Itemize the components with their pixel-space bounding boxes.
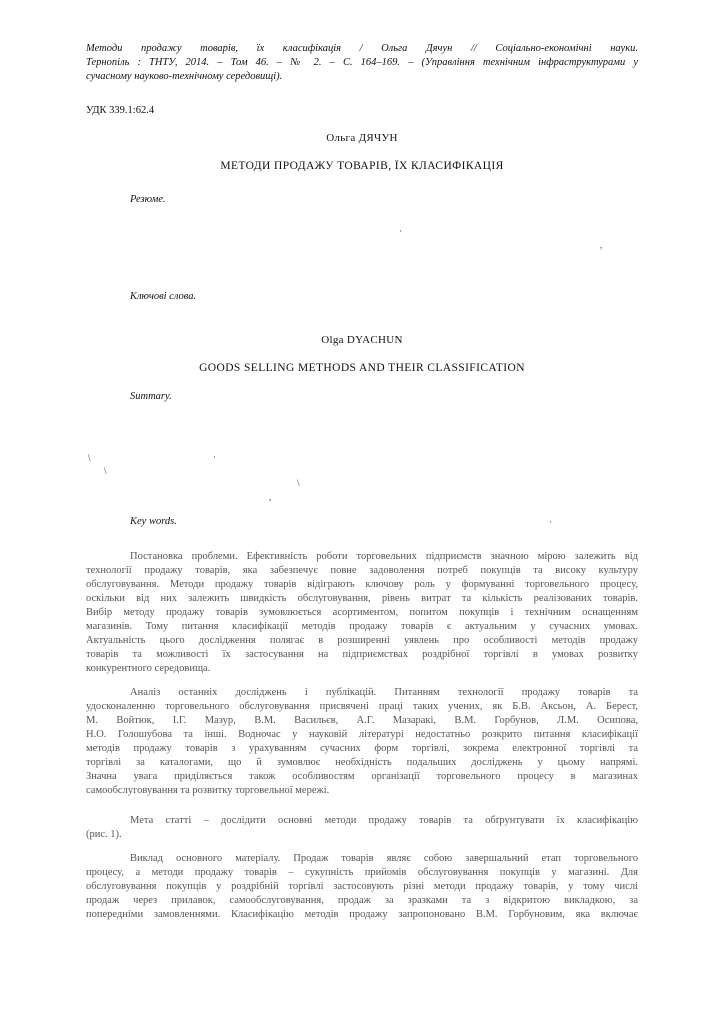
- title-en: GOODS SELLING METHODS AND THEIR CLASSIFICATION: [199, 362, 525, 374]
- body-p1-line: конкурентного середовища.: [86, 663, 211, 674]
- body-p2-line: М. Войтюк, І.Г. Мазур, В.М. Васильєв, А.Г. Мазаракі, В.М. Горбунов, Л.М. Осипова,: [86, 715, 638, 726]
- author-en: Olga DYACHUN: [321, 334, 403, 346]
- body-p4-line: процесу, а методи продажу товарів – сукупність прийомів обслуговування покупців у магазині. Для: [86, 867, 638, 878]
- scan-mark: ,: [269, 492, 272, 502]
- keywords-label-en: Key words.: [130, 516, 177, 527]
- abstract-label-ua: Резюме.: [130, 194, 166, 205]
- body-p3-line: (рис. 1).: [86, 829, 122, 840]
- body-p1-line: товарів та можливості їх застосування на підприємствах роздрібної торгівлі в умовах розвитку: [86, 649, 638, 660]
- keywords-label-ua: Ключові слова.: [130, 291, 197, 302]
- scan-mark: \: [297, 478, 300, 488]
- body-p2-line: удосконаленню торговельного обслуговування присвячені праці таких учених, як Б.В. Аксьон, А. Берест,: [86, 701, 638, 712]
- citation-line-2: Тернопіль : ТНТУ, 2014. – Том 46. – № 2. – С. 164–169. – (Управління технічним інфраструктурами у: [86, 57, 638, 68]
- scan-mark: ·: [213, 452, 216, 462]
- abstract-label-en: Summary.: [130, 391, 172, 402]
- scan-mark: ,: [600, 240, 603, 250]
- author-ua: Ольга ДЯЧУН: [326, 132, 398, 144]
- body-p2-line: самообслуговування та розвитку торговельної мережі.: [86, 785, 330, 796]
- body-p1-line: оскільки від них залежить швидкість обслуговування, рівень витрат та кількість реалізованих товарів.: [86, 593, 638, 604]
- scan-mark: ·: [399, 226, 402, 236]
- scan-mark: \: [88, 453, 91, 463]
- body-p2-line: Аналіз останніх досліджень і публікацій. Питанням технології продажу товарів та: [130, 687, 638, 698]
- citation-line-3: сучасному науково-технічному середовищі).: [86, 71, 283, 82]
- body-p2-line: торгівлі за каталогами, що й зумовлює необхідність подальших досліджень у цьому напрямі.: [86, 757, 638, 768]
- body-p4-line: продаж через прилавок, самообслуговування, продаж за зразками та з відкритою викладкою, за: [86, 895, 638, 906]
- scan-mark: \: [104, 466, 107, 476]
- citation-line-1: Методи продажу товарів, їх класифікація / Ольга Дячун // Соціально-економічні науки.: [86, 43, 638, 54]
- body-p2-line: методів продажу товарів з урахуванням сучасних форм торгівлі, зокрема електронної торгівлі та: [86, 743, 638, 754]
- title-ua: МЕТОДИ ПРОДАЖУ ТОВАРІВ, ЇХ КЛАСИФІКАЦІЯ: [220, 160, 504, 172]
- body-p4-line: попередніми замовленнями. Класифікацію методів продажу запропоновано В.М. Горбуновим, яка включає: [86, 909, 638, 920]
- body-p2-line: Значна увага приділяється також особливостям організації торговельного процесу в магазинах: [86, 771, 638, 782]
- body-p1-line: Вибір методу продажу товарів зумовлюється асортиментом, попитом покупців і технічним оснащенням: [86, 607, 638, 618]
- body-p1-line: магазинів. Тому питання класифікації методів продажу товарів є актуальним у сучасних умовах.: [86, 621, 638, 632]
- udc-code: УДК 339.1:62.4: [86, 105, 155, 116]
- scan-mark: ·: [549, 517, 552, 527]
- body-p1-line: Постановка проблеми. Ефективність роботи торговельних підприємств значною мірою залежить від: [130, 551, 638, 562]
- body-p2-line: Н.О. Голошубова та інші. Водночас у науковій літературі недостатньо розкрито питання класифікації: [86, 729, 638, 740]
- body-p4-line: обслуговування покупців у роздрібній торгівлі застосовують різні методи продажу товарів, у тому числі: [86, 881, 638, 892]
- body-p1-line: технології продажу товарів, яка забезпечує повне задоволення потреб покупців та високу культуру: [86, 565, 638, 576]
- body-p3-line: Мета статті – дослідити основні методи продажу товарів та обґрунтувати їх класифікацію: [130, 815, 638, 826]
- body-p1-line: обслуговування. Методи продажу товарів відіграють ключову роль у формуванні торговельного процесу,: [86, 579, 638, 590]
- body-p1-line: Актуальність цього дослідження полягає в розширенні уявлень про особливості методів продажу: [86, 635, 638, 646]
- body-p4-line: Виклад основного матеріалу. Продаж товарів являє собою завершальний етап торговельного: [130, 853, 638, 864]
